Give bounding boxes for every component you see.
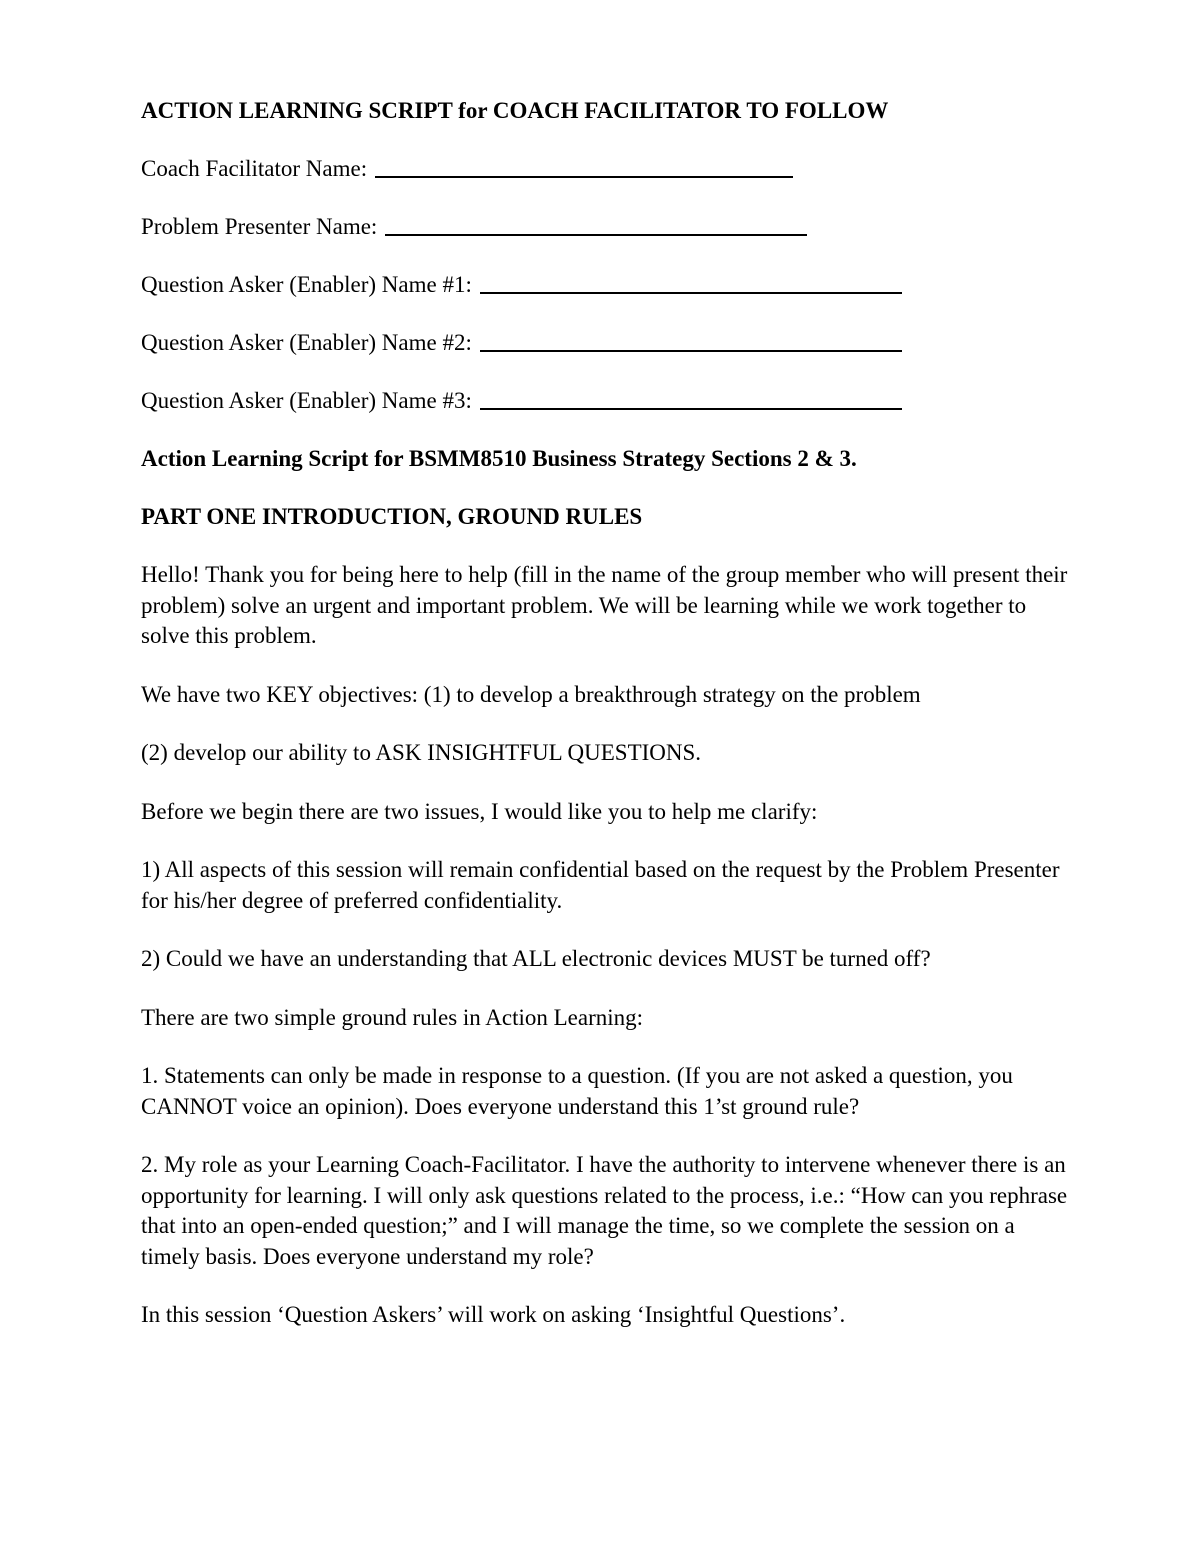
paragraph-ground-rules-intro: There are two simple ground rules in Action Learning: bbox=[141, 1004, 644, 1030]
paragraph-ground-rule-1: 1. Statements can only be made in response to a question. (If you are not asked a question, you CANNOT voice an opinion). Does everyone understand this 1’st ground rule? bbox=[141, 1063, 1013, 1119]
paragraph-intro: Hello! Thank you for being here to help (fill in the name of the group member who will present their problem) solve an urgent and important problem. We will be learning while we work together to solve this problem. bbox=[141, 562, 1068, 648]
paragraph-ground-rule-2: 2. My role as your Learning Coach-Facilitator. I have the authority to intervene whenever there is an opportunity for learning. I will only ask questions related to the process, i.e.: “How can you rephrase that into an open-ended question;” and I will manage the time, so we complete the session on a timely basis. Does everyone understand my role? bbox=[141, 1152, 1068, 1269]
field-coach-facilitator-name bbox=[141, 154, 1071, 184]
paragraph-objective-1: We have two KEY objectives: (1) to develop a breakthrough strategy on the problem bbox=[141, 681, 921, 707]
paragraph-issue-1: 1) All aspects of this session will remain confidential based on the request by the Problem Presenter for his/her degree of preferred confidentiality. bbox=[141, 857, 1060, 913]
fill-in-blank-line[interactable] bbox=[385, 233, 807, 236]
field-question-asker-3 bbox=[141, 386, 1071, 416]
part-one-heading: PART ONE INTRODUCTION, GROUND RULES bbox=[141, 504, 643, 529]
document-page bbox=[141, 96, 1071, 1359]
paragraph-issues-intro: Before we begin there are two issues, I would like you to help me clarify: bbox=[141, 798, 818, 824]
document-title: ACTION LEARNING SCRIPT for COACH FACILITATOR TO FOLLOW bbox=[141, 98, 889, 123]
field-label: Coach Facilitator Name: bbox=[141, 156, 368, 181]
fill-in-blank-line[interactable] bbox=[480, 291, 902, 294]
field-problem-presenter-name bbox=[141, 212, 1071, 242]
paragraph-session-note: In this session ‘Question Askers’ will work on asking ‘Insightful Questions’. bbox=[141, 1302, 846, 1327]
document-subtitle: Action Learning Script for BSMM8510 Business Strategy Sections 2 & 3. bbox=[141, 446, 857, 471]
field-label: Question Asker (Enabler) Name #2: bbox=[141, 330, 472, 355]
fill-in-blank-line[interactable] bbox=[375, 175, 793, 178]
field-label: Question Asker (Enabler) Name #3: bbox=[141, 388, 472, 413]
paragraph-issue-2: 2) Could we have an understanding that ALL electronic devices MUST be turned off? bbox=[141, 946, 931, 971]
paragraph-objective-2: (2) develop our ability to ASK INSIGHTFUL QUESTIONS. bbox=[141, 740, 702, 765]
fill-in-blank-line[interactable] bbox=[480, 349, 902, 352]
field-question-asker-2 bbox=[141, 328, 1071, 358]
field-label: Problem Presenter Name: bbox=[141, 214, 378, 239]
field-question-asker-1 bbox=[141, 270, 1071, 300]
field-label: Question Asker (Enabler) Name #1: bbox=[141, 272, 472, 297]
fill-in-blank-line[interactable] bbox=[480, 407, 902, 410]
